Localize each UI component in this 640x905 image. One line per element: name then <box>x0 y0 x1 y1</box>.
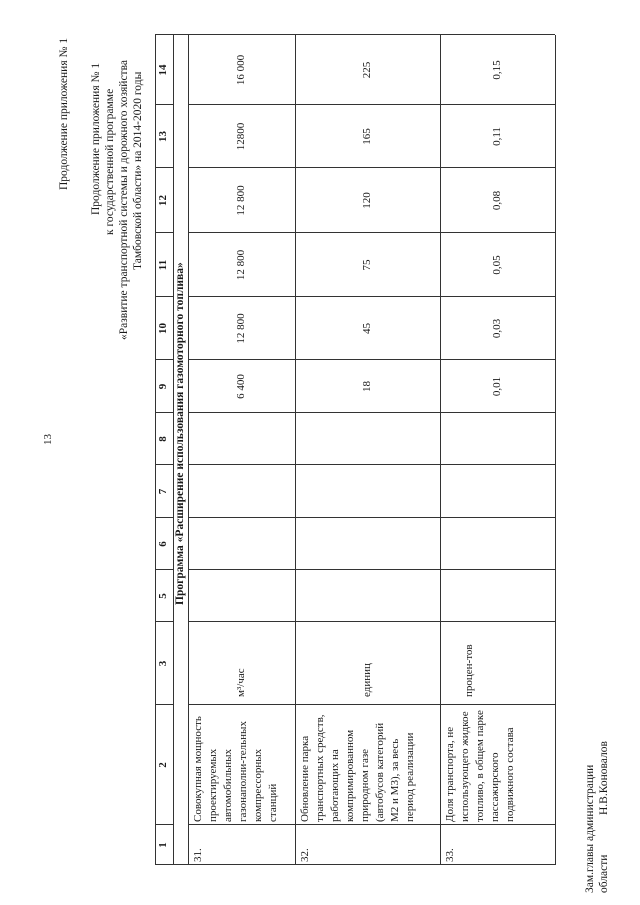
column-number: 12 <box>157 195 169 206</box>
row-value: 0,15 <box>490 60 503 80</box>
continuation-label: Продолжение приложения № 1 <box>58 37 70 190</box>
signature-title: Зам.главы администрации <box>584 764 596 893</box>
row-value: 45 <box>360 323 373 334</box>
header-line-3: «Развитие транспортной системы и дорожного хозяйства <box>118 60 130 340</box>
table-vline <box>188 824 555 825</box>
table-hline <box>555 35 556 865</box>
column-number: 2 <box>157 762 169 768</box>
row-value: 16 000 <box>234 54 247 86</box>
table-vline <box>188 569 555 570</box>
table-vline <box>188 621 555 622</box>
signature-name: Н.В.Коновалов <box>598 741 610 815</box>
table-vline <box>188 464 555 465</box>
row-value: 0,11 <box>490 127 503 146</box>
column-number: 11 <box>157 259 169 271</box>
row-value: 6 400 <box>234 374 247 399</box>
row-number: 32. <box>299 848 311 862</box>
row-unit: м³/час <box>234 668 247 697</box>
column-number: 5 <box>157 593 169 599</box>
row-value: 0,03 <box>490 318 503 339</box>
column-number: 6 <box>157 541 169 547</box>
row-value: 12 800 <box>234 313 247 344</box>
row-description: Доля транспорта, не использующего жидкое топливо, в общем парке пассажирского подвижного состава <box>444 710 516 822</box>
row-number: 31. <box>192 848 204 862</box>
table-vline <box>155 864 555 865</box>
row-value: 165 <box>360 128 373 145</box>
column-number: 10 <box>157 323 169 334</box>
table-hline <box>295 35 296 865</box>
program-title: Программа «Расширение использования газомоторного топлива» <box>174 262 186 605</box>
table-hline <box>188 35 189 865</box>
column-number: 1 <box>157 842 169 848</box>
row-value: 18 <box>360 381 373 392</box>
header-line-1: Продолжение приложения № 1 <box>90 62 102 215</box>
header-line-4: Тамбовской области» на 2014-2020 годы <box>132 71 144 270</box>
table-vline <box>188 704 555 705</box>
table-hline <box>440 35 441 865</box>
row-description: Обновление парка транспортных средств, работающих на компримированном природном газе (автобусов категорий М2 и М3), за весь период реализации <box>299 714 416 822</box>
column-number: 13 <box>157 131 169 142</box>
row-value: 12 800 <box>234 185 247 216</box>
row-value: 0,08 <box>490 190 503 211</box>
row-unit: процен-тов <box>463 644 475 697</box>
row-unit: единиц <box>360 663 373 697</box>
column-number: 8 <box>157 436 169 442</box>
header-line-2: к государственной программе <box>104 88 116 235</box>
table-vline <box>188 517 555 518</box>
signature-region: области <box>598 854 610 893</box>
row-value: 12800 <box>234 122 247 151</box>
column-number: 3 <box>157 660 169 667</box>
column-number: 7 <box>157 488 169 495</box>
row-value: 0,01 <box>490 376 503 397</box>
page-number: 13 <box>42 434 54 445</box>
row-value: 75 <box>360 259 373 271</box>
row-value: 0,05 <box>490 255 503 275</box>
table-hline <box>155 35 156 865</box>
row-value: 12 800 <box>234 249 247 281</box>
row-number: 33. <box>444 848 456 862</box>
row-description: Совокупная мощность проектируемых автомобильных газонаполни-тельных компрессорных станций <box>192 716 279 822</box>
column-number: 14 <box>157 64 169 76</box>
row-value: 225 <box>360 61 373 79</box>
column-number: 9 <box>157 383 169 390</box>
row-value: 120 <box>360 192 373 209</box>
